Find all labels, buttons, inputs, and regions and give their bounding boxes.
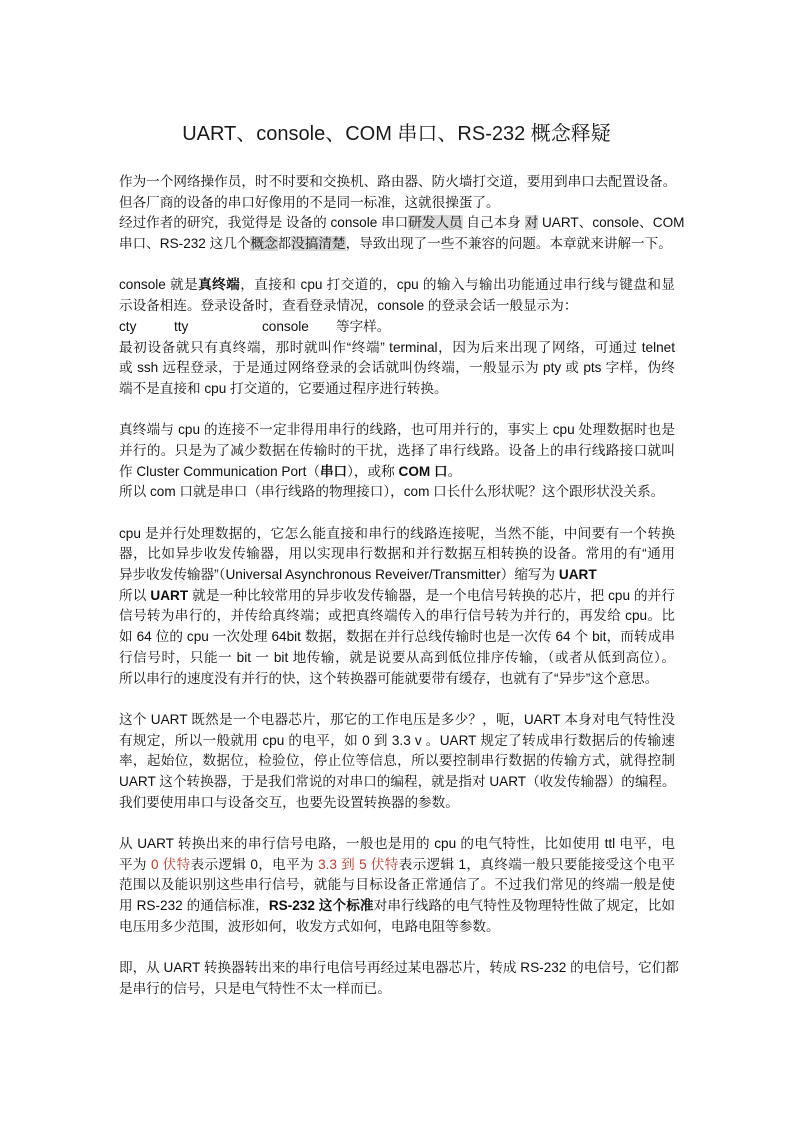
paragraph: [119, 275, 675, 399]
text-segment: 所以串行的速度没有并行的快，这个转换器可能就要带有缓存，也就有了“异步”这个意思。: [119, 670, 659, 686]
text-line: [119, 834, 675, 855]
text-segment: 所以 com 口就是串口（串行线路的物理接口），com 口长什么形状呢？这个跟形状没关系。: [119, 484, 665, 500]
text-segment: 串口、RS-232 这几个: [119, 236, 251, 252]
text-line: [119, 627, 675, 648]
paragraph: [119, 172, 685, 255]
text-segment: 如 64 位的 cpu 一次处理 64bit 数据，数据在并行总线传输时也是一次传 64 个 bit，而转成串: [119, 629, 675, 645]
text-segment: 是串行的信号，只是电气特性不太一样而已。: [119, 980, 391, 996]
bold-text: COM 口: [398, 463, 448, 479]
text-segment: 并行的。只是为了减少数据在传输时的干扰，选择了串行线路。设备上的串行线路接口就叫: [119, 442, 675, 458]
paragraph-gap: [119, 689, 675, 710]
paragraph-gap: [119, 937, 675, 958]
bold-text: UART: [558, 567, 597, 583]
text-line: [119, 275, 675, 296]
text-line: [119, 958, 679, 979]
text-line: [119, 462, 675, 483]
text-line: [119, 379, 675, 400]
text-segment: 这个 UART 既然是一个电器芯片，那它的工作电压是多少？，呃，UART 本身对电气特性没: [119, 711, 675, 727]
text-segment: 真终端与 cpu 的连接不一定非得用串行的线路，也可用并行的，事实上 cpu 处理数据时也是: [119, 422, 675, 438]
text-segment: console: [262, 318, 309, 334]
text-segment: 作为一个网络操作员，时不时要和交换机、路由器、防火墙打交道，要用到串口去配置设备。: [119, 174, 677, 189]
paragraph: [119, 420, 675, 503]
text-line: [119, 793, 675, 814]
text-line: [119, 193, 675, 214]
text-line: [119, 586, 675, 607]
text-segment: cpu 是并行处理数据的，它怎么能直接和串行的线路连接呢，当然不能，中间要有一个转换: [119, 525, 675, 541]
text-segment: tty: [174, 318, 189, 334]
text-line: [119, 565, 675, 586]
text-segment: console 就是: [119, 277, 199, 293]
text-segment: 从 UART 转换出来的串行信号电路，一般也是用的 cpu 的电气特性，比如使用 ttl 电平，电: [119, 836, 675, 851]
bold-text: 串口: [319, 463, 348, 479]
text-segment: 器，比如异步收发传输器，用以实现串行数据和并行数据互相转换的设备。常用的有“通用: [119, 546, 675, 562]
text-segment: 表示逻辑 1，真终端一般只要能接受这个电平: [398, 856, 675, 872]
text-segment: 我们要使用串口与设备交互，也要先设置转换器的参数。: [119, 794, 459, 810]
text-line: [119, 772, 675, 793]
text-segment: 自己本身: [462, 215, 525, 231]
text-segment: 端不是直接和 cpu 打交道的，它要通过程序进行转换。: [119, 380, 448, 396]
text-line: [119, 420, 675, 441]
text-segment: ），或称: [347, 463, 399, 479]
red-text: 0 伏特: [150, 856, 191, 872]
text-segment: 等字样。: [336, 318, 391, 334]
text-segment: 平为: [119, 856, 151, 872]
text-segment: 所以: [119, 587, 151, 603]
text-segment: 用 RS-232 的通信标准，: [119, 898, 269, 914]
text-line: [119, 358, 675, 379]
text-line: [119, 979, 675, 1000]
highlighted-text: 概念: [250, 236, 278, 252]
text-line: [119, 896, 675, 917]
paragraph-gap: [119, 255, 675, 276]
text-segment: 即，从 UART 转换器转出来的串行电信号再经过某电器芯片，转成 RS-232 的电信号，它们都: [119, 960, 679, 976]
text-segment: 经过作者的研究，我觉得是 设备的 console 串口: [119, 215, 409, 231]
highlighted-text: 研发人员: [408, 215, 463, 231]
text-segment: 有规定，所以一般就用 cpu 的电平，如 0 到 3.3 v 。UART 规定了转成串行数据后的传输速: [119, 732, 675, 748]
text-segment: 信号转为串行的，并传给真终端；或把真终端传入的串行信号转为并行的，再发给 cpu。比: [119, 608, 675, 624]
text-line: [119, 296, 675, 317]
text-segment: 。: [447, 463, 462, 479]
document-title: UART、console、COM 串口、RS-232 概念释疑: [182, 123, 611, 145]
paragraph: [119, 710, 675, 813]
text-line: [119, 751, 675, 772]
text-line: [119, 524, 675, 545]
text-segment: 电压用多少范围，波形如何，收发方式如何，电路电阻等参数。: [119, 918, 500, 934]
bold-text: RS-232 这个标准: [268, 898, 374, 914]
text-segment: 对串行线路的电气特性及物理特性做了规定，比如: [373, 898, 675, 914]
text-segment: 或 ssh 远程登录，于是通过网络登录的会话就叫伪终端，一般显示为 pty 或 pts 字样，伪终: [119, 360, 675, 376]
paragraph: [119, 958, 679, 999]
text-line: [119, 317, 675, 338]
text-line: [119, 482, 675, 503]
highlighted-text: 没搞清楚: [291, 236, 346, 252]
text-line: [119, 855, 675, 876]
text-segment: 行信号时，只能一 bit 一 bit 地传输，就是说要从高到低位排序传输，（或者从低到高位）。: [119, 649, 675, 665]
text-segment: UART、console、COM: [538, 215, 685, 231]
text-segment: 都: [277, 236, 292, 252]
paragraph-gap: [119, 813, 675, 834]
text-segment: ，直接和 cpu 打交道的，cpu 的输入与输出功能通过串行线与键盘和显: [240, 277, 675, 293]
text-line: [119, 917, 675, 938]
text-segment: cty: [119, 318, 137, 334]
text-line: [119, 213, 685, 234]
bold-text: 真终端: [198, 277, 241, 293]
highlighted-text: 对: [524, 215, 539, 231]
text-segment: 异步收发传输器”（Universal Asynchronous Reveiver/Transmitter）缩写为: [119, 567, 559, 583]
text-line: [119, 710, 675, 731]
text-segment: 示设备相连。登录设备时，查看登录情况，console 的登录会话一般显示为：: [119, 298, 578, 314]
text-line: [119, 234, 675, 255]
paragraph: [119, 524, 675, 690]
text-segment: 最初设备就只有真终端，那时就叫作“终端” terminal，因为后来出现了网络，可通过 telnet: [119, 339, 675, 355]
text-line: [119, 648, 675, 669]
text-line: [119, 875, 675, 896]
paragraph-gap: [119, 400, 675, 421]
bold-text: UART: [150, 587, 189, 603]
text-line: [119, 731, 675, 752]
text-line: [119, 441, 675, 462]
text-segment: UART 这个转换器，于是我们常说的对串口的编程，就是指对 UART（收发传输器）的编程。: [119, 773, 676, 789]
text-line: [119, 172, 675, 193]
red-text: 3.3 到 5 伏特: [318, 856, 399, 872]
text-segment: 但各厂商的设备的串口好像用的不是同一标准，这就很操蛋了。: [119, 194, 500, 210]
text-segment: 作 Cluster Communication Port（: [119, 463, 320, 479]
text-segment: 表示逻辑 0，电平为: [190, 856, 319, 872]
text-segment: 率，起始位，数据位，检验位，停止位等信息，所以要控制串行数据的传输方式，就得控制: [119, 753, 675, 769]
text-line: [119, 544, 675, 565]
text-segment: ，导致出现了一些不兼容的问题。本章就来讲解一下。: [345, 236, 672, 252]
paragraph-gap: [119, 503, 675, 524]
document-body: [119, 172, 685, 1000]
text-line: [119, 669, 675, 690]
text-segment: 就是一种比较常用的异步收发传输器，是一个电信号转换的芯片，把 cpu 的并行: [188, 587, 676, 603]
text-line: [119, 338, 675, 359]
paragraph: [119, 834, 675, 937]
text-line: [119, 606, 675, 627]
text-segment: 范围以及能识别这些串行信号，就能与目标设备正常通信了。不过我们常见的终端一般是使: [119, 877, 675, 893]
